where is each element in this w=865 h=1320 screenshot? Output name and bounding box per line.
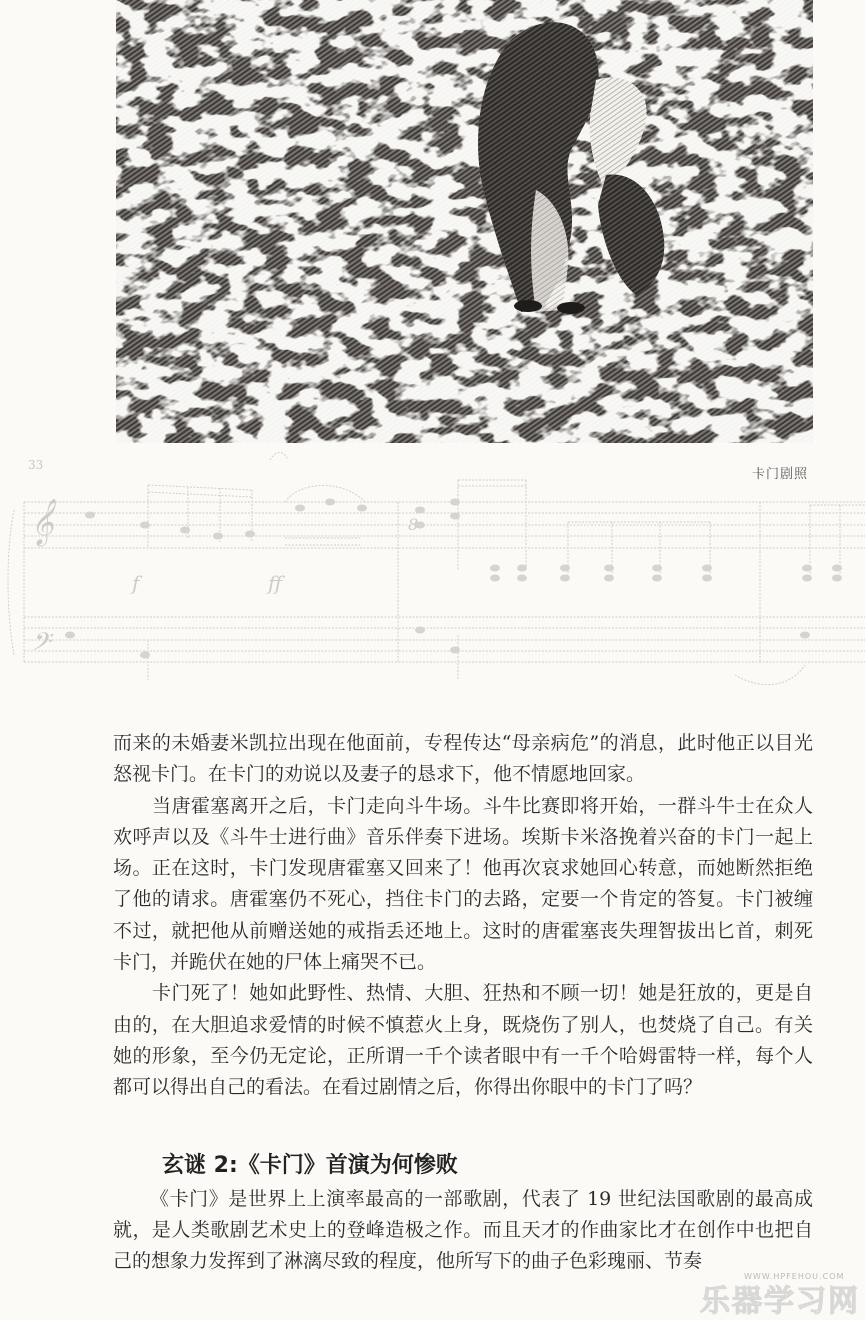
stage-photo [116, 0, 813, 443]
section-heading: 玄谜 2:《卡门》首演为何惨败 [162, 1153, 458, 1178]
text-line: 的答复。卡门被缠不过，就把他从前赠送她的戒指丢还地上。这时的唐霍塞丧 [113, 888, 813, 942]
text-line: 目光怒视卡门。在卡门的劝说以及妻子的恳求下，他不情愿地回家。 [113, 732, 813, 786]
watermark-url: WWW.HPFEHOU.COM [744, 1272, 845, 1281]
paragraph-2 [113, 791, 813, 979]
text-line: 自由的，在大胆追求爱情的时候不慎惹火上身，既烧伤了别人，也焚烧了自己。 [113, 982, 813, 1036]
text-line: 而她断然拒绝了他的请求。唐霍塞仍不死心，挡住卡门的去路，定要一个肯定 [113, 857, 813, 911]
text-line: 众人欢呼声以及《斗牛士进行曲》音乐伴奏下进场。埃斯卡米洛挽着兴奋的卡 [113, 794, 813, 848]
text-line: 每个人都可以得出自己的看法。在看过剧情之后，你得出你眼中的卡门了吗？ [113, 1044, 813, 1099]
text-line: 失理智拔出匕首，刺死卡门，并跪伏在她的尸体上痛哭不已。 [113, 919, 813, 974]
text-line: 卡门死了！她如此野性、热情、大胆、狂热和不顾一切！她是狂放的，更是 [152, 982, 794, 1005]
paragraph-3 [113, 978, 813, 1103]
svg-text:𝄞: 𝄞 [30, 499, 54, 545]
text-line: 也把自己的想象力发挥到了淋漓尽致的程度，他所写下的曲子色彩瑰丽、节奏 [113, 1219, 813, 1272]
svg-text:8: 8 [408, 515, 419, 534]
watermark-logo: 乐器学习网 [700, 1284, 860, 1319]
text-line: 有关她的形象，至今仍无定论，正所谓一千个读者眼中有一千个哈姆雷特一样， [113, 1013, 813, 1067]
watermark [700, 1262, 865, 1317]
svg-text:𝄢: 𝄢 [30, 628, 50, 663]
text-line: 当唐霍塞离开之后，卡门走向斗牛场。斗牛比赛即将开始，一群斗牛士在 [152, 794, 775, 817]
photo-image [116, 0, 813, 443]
text-line: 门一起上场。正在这时，卡门发现唐霍塞又回来了！他再次哀求她回心转意， [113, 825, 813, 880]
paragraph-1 [113, 728, 813, 791]
dynamic-f: f [132, 571, 140, 595]
photo-caption: 卡门剧照 [752, 467, 809, 482]
article-body [113, 728, 813, 1104]
music-score [0, 450, 865, 690]
text-line: 而来的未婚妻米凯拉出现在他面前，专程传达“母亲病危”的消息，此时他正以 [113, 732, 775, 754]
measure-number: 33 [28, 458, 44, 472]
text-line: 《卡门》是世界上上演率最高的一部歌剧，代表了 19 世纪法国歌剧的最高 [150, 1188, 794, 1210]
dynamic-ff: ff [268, 571, 283, 595]
text-line: 成就，是人类歌剧艺术史上的登峰造极之作。而且天才的作曲家比才在创作中 [113, 1188, 813, 1241]
